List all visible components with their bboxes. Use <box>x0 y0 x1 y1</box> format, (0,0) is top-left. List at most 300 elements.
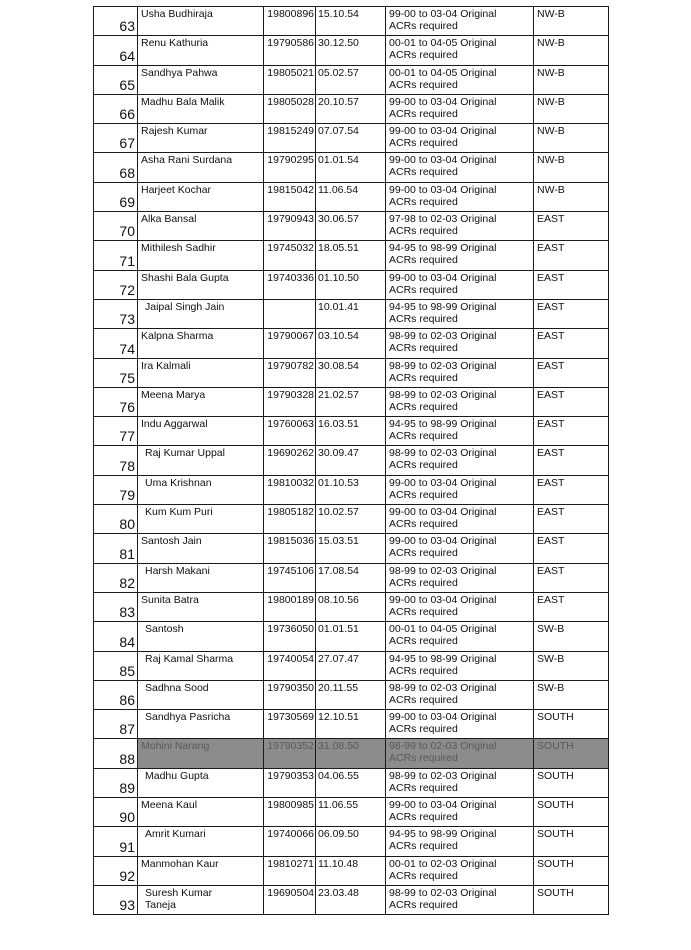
district: NW-B <box>537 154 565 167</box>
serial-number: 75 <box>119 369 135 386</box>
serial-number: 84 <box>119 633 135 650</box>
district: EAST <box>537 213 565 226</box>
employee-name-cell <box>138 124 264 153</box>
employee-id: 19815042 <box>267 183 314 196</box>
employee-name-cell <box>138 622 264 651</box>
serial-number: 77 <box>119 428 135 445</box>
date-of-birth: 01.01.54 <box>318 154 359 167</box>
employee-id: 19745106 <box>267 564 314 577</box>
date-of-birth-cell <box>316 212 386 241</box>
employee-id-cell <box>264 241 316 270</box>
acr-period: 98-99 to 02-03 Original <box>389 447 497 460</box>
employee-id-cell <box>264 65 316 94</box>
acr-period-cell <box>386 241 534 270</box>
table-row <box>94 739 609 768</box>
serial-number: 80 <box>119 516 135 533</box>
district: NW-B <box>537 125 565 138</box>
employee-id-cell <box>264 827 316 856</box>
table-row <box>94 153 609 182</box>
district: SOUTH <box>537 769 574 782</box>
acr-period: 99-00 to 03-04 Original <box>389 799 497 812</box>
employee-id: 19805028 <box>267 95 314 108</box>
acr-requirement: ACRs required <box>389 518 458 531</box>
serial-number-cell <box>94 827 138 856</box>
employee-id-cell <box>264 446 316 475</box>
acr-period-cell <box>386 475 534 504</box>
district-cell <box>534 212 609 241</box>
date-of-birth-cell <box>316 446 386 475</box>
date-of-birth-cell <box>316 768 386 797</box>
serial-number: 72 <box>119 281 135 298</box>
district-cell <box>534 827 609 856</box>
acr-period-cell <box>386 94 534 123</box>
employee-name-cell <box>138 798 264 827</box>
acr-period-cell <box>386 798 534 827</box>
date-of-birth-cell <box>316 651 386 680</box>
district-cell <box>534 622 609 651</box>
employee-name-cell <box>138 153 264 182</box>
serial-number-cell <box>94 65 138 94</box>
employee-name: Meena Marya <box>141 388 206 401</box>
district-cell <box>534 94 609 123</box>
date-of-birth: 30.09.47 <box>318 447 359 460</box>
district: SW-B <box>537 652 565 665</box>
date-of-birth: 31.08.50 <box>318 740 359 753</box>
serial-number-cell <box>94 710 138 739</box>
employee-name-cell <box>138 446 264 475</box>
acr-period: 99-00 to 03-04 Original <box>389 271 497 284</box>
acr-list-page <box>93 6 608 915</box>
acr-period-cell <box>386 885 534 914</box>
employee-name: Alka Bansal <box>141 213 197 226</box>
table-row <box>94 7 609 36</box>
employee-id-cell <box>264 270 316 299</box>
district: EAST <box>537 418 565 431</box>
employee-name-cell <box>138 856 264 885</box>
serial-number: 69 <box>119 194 135 211</box>
serial-number-cell <box>94 124 138 153</box>
acr-requirement: ACRs required <box>389 488 458 501</box>
serial-number-cell <box>94 622 138 651</box>
acr-requirement: ACRs required <box>389 49 458 62</box>
acr-period: 99-00 to 03-04 Original <box>389 183 497 196</box>
employee-name-cell <box>138 710 264 739</box>
acr-period-cell <box>386 739 534 768</box>
employee-name-cell <box>138 505 264 534</box>
employee-name-cell <box>138 739 264 768</box>
date-of-birth: 05.02.57 <box>318 66 359 79</box>
acr-period-cell <box>386 7 534 36</box>
serial-number: 73 <box>119 311 135 328</box>
employee-id-cell <box>264 7 316 36</box>
district-cell <box>534 856 609 885</box>
employee-id-cell <box>264 182 316 211</box>
district: SOUTH <box>537 711 574 724</box>
employee-id-cell <box>264 387 316 416</box>
date-of-birth-cell <box>316 622 386 651</box>
district: EAST <box>537 593 565 606</box>
employee-name-cell <box>138 680 264 709</box>
acr-period-cell <box>386 387 534 416</box>
acr-period-cell <box>386 446 534 475</box>
serial-number: 66 <box>119 106 135 123</box>
date-of-birth-cell <box>316 299 386 328</box>
acr-requirement: ACRs required <box>389 869 458 882</box>
acr-requirement: ACRs required <box>389 20 458 32</box>
employee-id: 19736050 <box>267 623 314 636</box>
acr-period: 99-00 to 03-04 Original <box>389 154 497 167</box>
district-cell <box>534 417 609 446</box>
district: EAST <box>537 447 565 460</box>
acr-period: 98-99 to 02-03 Original <box>389 359 497 372</box>
date-of-birth-cell <box>316 241 386 270</box>
employee-id-cell <box>264 36 316 65</box>
employee-name-cell <box>138 475 264 504</box>
employee-name: Uma Krishnan <box>145 476 212 489</box>
table-row <box>94 270 609 299</box>
serial-number: 86 <box>119 692 135 709</box>
date-of-birth-cell <box>316 475 386 504</box>
date-of-birth: 20.10.57 <box>318 95 359 108</box>
serial-number: 89 <box>119 780 135 797</box>
employee-name: Kum Kum Puri <box>145 506 213 519</box>
acr-table-body <box>94 7 609 915</box>
serial-number: 63 <box>119 18 135 35</box>
acr-period-cell <box>386 124 534 153</box>
date-of-birth-cell <box>316 358 386 387</box>
acr-requirement: ACRs required <box>389 664 458 677</box>
district: SW-B <box>537 623 565 636</box>
table-row <box>94 446 609 475</box>
date-of-birth: 03.10.54 <box>318 330 359 343</box>
employee-name: Sadhna Sood <box>145 681 209 694</box>
acr-requirement: ACRs required <box>389 781 458 794</box>
table-row <box>94 36 609 65</box>
district-cell <box>534 739 609 768</box>
acr-requirement: ACRs required <box>389 430 458 443</box>
district-cell <box>534 768 609 797</box>
employee-name: Amrit Kumari <box>145 828 206 841</box>
district-cell <box>534 710 609 739</box>
date-of-birth-cell <box>316 94 386 123</box>
acr-period-cell <box>386 299 534 328</box>
serial-number-cell <box>94 563 138 592</box>
employee-name: Mithilesh Sadhir <box>141 242 216 255</box>
acr-requirement: ACRs required <box>389 459 458 472</box>
acr-period-cell <box>386 212 534 241</box>
employee-id-cell <box>264 124 316 153</box>
acr-period: 94-95 to 98-99 Original <box>389 828 497 841</box>
date-of-birth-cell <box>316 563 386 592</box>
serial-number: 71 <box>119 252 135 269</box>
date-of-birth-cell <box>316 270 386 299</box>
employee-name: Indu Aggarwal <box>141 418 208 431</box>
district: SOUTH <box>537 828 574 841</box>
date-of-birth-cell <box>316 798 386 827</box>
employee-id-cell <box>264 329 316 358</box>
district-cell <box>534 534 609 563</box>
date-of-birth: 11.10.48 <box>318 857 359 870</box>
employee-name: Madhu Bala Malik <box>141 95 225 108</box>
serial-number: 65 <box>119 76 135 93</box>
date-of-birth-cell <box>316 124 386 153</box>
acr-table <box>93 6 609 915</box>
district: EAST <box>537 388 565 401</box>
table-row <box>94 387 609 416</box>
district-cell <box>534 651 609 680</box>
employee-name-cell <box>138 885 264 914</box>
acr-period-cell <box>386 505 534 534</box>
date-of-birth-cell <box>316 739 386 768</box>
table-row <box>94 768 609 797</box>
serial-number-cell <box>94 417 138 446</box>
date-of-birth-cell <box>316 592 386 621</box>
date-of-birth-cell <box>316 505 386 534</box>
table-row <box>94 241 609 270</box>
employee-id-cell <box>264 885 316 914</box>
employee-id-cell <box>264 856 316 885</box>
district: SOUTH <box>537 740 574 753</box>
employee-id: 19760063 <box>267 418 314 431</box>
district: EAST <box>537 330 565 343</box>
table-row <box>94 563 609 592</box>
employee-name-cell <box>138 212 264 241</box>
date-of-birth: 01.01.51 <box>318 623 359 636</box>
district-cell <box>534 885 609 914</box>
employee-id: 19690504 <box>267 886 314 899</box>
table-row <box>94 710 609 739</box>
serial-number-cell <box>94 739 138 768</box>
acr-period: 98-99 to 02-03 Original <box>389 740 497 753</box>
acr-requirement: ACRs required <box>389 840 458 853</box>
employee-name-cell <box>138 358 264 387</box>
table-row <box>94 798 609 827</box>
acr-period-cell <box>386 358 534 387</box>
acr-period-cell <box>386 622 534 651</box>
district-cell <box>534 680 609 709</box>
employee-id-cell <box>264 768 316 797</box>
acr-period-cell <box>386 65 534 94</box>
acr-period: 99-00 to 03-04 Original <box>389 476 497 489</box>
acr-requirement: ACRs required <box>389 635 458 648</box>
employee-id-cell <box>264 534 316 563</box>
serial-number: 83 <box>119 604 135 621</box>
date-of-birth: 15.10.54 <box>318 8 359 20</box>
employee-id: 19805021 <box>267 66 314 79</box>
employee-name-cell <box>138 651 264 680</box>
district-cell <box>534 7 609 36</box>
district-cell <box>534 329 609 358</box>
employee-name-cell <box>138 182 264 211</box>
employee-name: Ira Kalmali <box>141 359 191 372</box>
serial-number-cell <box>94 212 138 241</box>
date-of-birth-cell <box>316 885 386 914</box>
serial-number-cell <box>94 798 138 827</box>
employee-name-cell <box>138 329 264 358</box>
acr-period-cell <box>386 270 534 299</box>
district: NW-B <box>537 66 565 79</box>
employee-id: 19730569 <box>267 711 314 724</box>
employee-id-cell <box>264 94 316 123</box>
serial-number: 76 <box>119 399 135 416</box>
serial-number-cell <box>94 534 138 563</box>
employee-name: Sandhya Pasricha <box>145 711 231 724</box>
date-of-birth: 30.12.50 <box>318 37 359 50</box>
employee-id-cell <box>264 299 316 328</box>
employee-id-cell <box>264 212 316 241</box>
district-cell <box>534 182 609 211</box>
serial-number: 91 <box>119 838 135 855</box>
employee-name: Sunita Batra <box>141 593 199 606</box>
employee-name-cell <box>138 7 264 36</box>
employee-id-cell <box>264 680 316 709</box>
date-of-birth-cell <box>316 710 386 739</box>
employee-id-cell <box>264 798 316 827</box>
table-row <box>94 417 609 446</box>
table-row <box>94 182 609 211</box>
employee-name-cell <box>138 65 264 94</box>
district-cell <box>534 124 609 153</box>
district: SOUTH <box>537 857 574 870</box>
serial-number-cell <box>94 329 138 358</box>
district-cell <box>534 446 609 475</box>
table-row <box>94 475 609 504</box>
serial-number-cell <box>94 358 138 387</box>
table-row <box>94 329 609 358</box>
acr-period: 98-99 to 02-03 Original <box>389 564 497 577</box>
serial-number: 87 <box>119 721 135 738</box>
employee-id: 19810032 <box>267 476 314 489</box>
serial-number: 90 <box>119 809 135 826</box>
district-cell <box>534 299 609 328</box>
district-cell <box>534 592 609 621</box>
acr-period: 98-99 to 02-03 Original <box>389 769 497 782</box>
date-of-birth-cell <box>316 680 386 709</box>
employee-id: 19790943 <box>267 213 314 226</box>
acr-period: 99-00 to 03-04 Original <box>389 125 497 138</box>
employee-id: 19690262 <box>267 447 314 460</box>
employee-id: 19815249 <box>267 125 314 138</box>
acr-period: 99-00 to 03-04 Original <box>389 506 497 519</box>
employee-name: Renu Kathuria <box>141 37 209 50</box>
employee-id-cell <box>264 505 316 534</box>
employee-name-cell <box>138 768 264 797</box>
date-of-birth: 07.07.54 <box>318 125 359 138</box>
employee-name: Santosh Jain <box>141 535 202 548</box>
acr-period-cell <box>386 680 534 709</box>
acr-period-cell <box>386 856 534 885</box>
employee-name: Asha Rani Surdana <box>141 154 233 167</box>
acr-requirement: ACRs required <box>389 254 458 267</box>
table-row <box>94 94 609 123</box>
employee-name-cell <box>138 241 264 270</box>
district: EAST <box>537 535 565 548</box>
acr-period-cell <box>386 182 534 211</box>
employee-id: 19790352 <box>267 740 314 753</box>
employee-name: Harjeet Kochar <box>141 183 212 196</box>
table-row <box>94 212 609 241</box>
employee-id: 19790295 <box>267 154 314 167</box>
table-row <box>94 827 609 856</box>
serial-number: 68 <box>119 164 135 181</box>
table-row <box>94 299 609 328</box>
serial-number: 85 <box>119 662 135 679</box>
employee-name: Usha Budhiraja <box>141 8 213 20</box>
date-of-birth: 10.02.57 <box>318 506 359 519</box>
district: EAST <box>537 564 565 577</box>
date-of-birth: 01.10.53 <box>318 476 359 489</box>
serial-number-cell <box>94 7 138 36</box>
table-row <box>94 534 609 563</box>
serial-number-cell <box>94 270 138 299</box>
district-cell <box>534 241 609 270</box>
date-of-birth: 06.09.50 <box>318 828 359 841</box>
employee-name: Madhu Gupta <box>145 769 209 782</box>
acr-period: 94-95 to 98-99 Original <box>389 418 497 431</box>
acr-requirement: ACRs required <box>389 283 458 296</box>
district: NW-B <box>537 8 565 20</box>
serial-number-cell <box>94 475 138 504</box>
date-of-birth: 12.10.51 <box>318 711 359 724</box>
date-of-birth: 08.10.56 <box>318 593 359 606</box>
district: SOUTH <box>537 886 574 899</box>
acr-period-cell <box>386 36 534 65</box>
employee-name-cell <box>138 36 264 65</box>
employee-id: 19790586 <box>267 37 314 50</box>
employee-id-cell <box>264 475 316 504</box>
employee-id: 19790328 <box>267 388 314 401</box>
acr-period: 99-00 to 03-04 Original <box>389 8 497 20</box>
employee-id: 19740054 <box>267 652 314 665</box>
district: SOUTH <box>537 799 574 812</box>
employee-name: Kalpna Sharma <box>141 330 214 343</box>
serial-number-cell <box>94 505 138 534</box>
district: EAST <box>537 271 565 284</box>
date-of-birth-cell <box>316 534 386 563</box>
employee-id: 19740336 <box>267 271 314 284</box>
acr-period: 98-99 to 02-03 Original <box>389 388 497 401</box>
acr-period-cell <box>386 710 534 739</box>
employee-id: 19745032 <box>267 242 314 255</box>
district-cell <box>534 153 609 182</box>
acr-requirement: ACRs required <box>389 195 458 208</box>
acr-requirement: ACRs required <box>389 723 458 736</box>
district: SW-B <box>537 681 565 694</box>
employee-name: Jaipal Singh Jain <box>145 300 225 313</box>
district: EAST <box>537 506 565 519</box>
acr-period-cell <box>386 329 534 358</box>
district-cell <box>534 36 609 65</box>
employee-id-cell <box>264 710 316 739</box>
employee-name: Raj Kamal Sharma <box>145 652 234 665</box>
employee-name-cell <box>138 387 264 416</box>
date-of-birth: 04.06.55 <box>318 769 359 782</box>
employee-name-cell <box>138 94 264 123</box>
employee-name-line-2: Taneja <box>145 898 176 911</box>
employee-id: 19815036 <box>267 535 314 548</box>
acr-requirement: ACRs required <box>389 342 458 355</box>
acr-requirement: ACRs required <box>389 752 458 765</box>
acr-period: 94-95 to 98-99 Original <box>389 242 497 255</box>
date-of-birth: 01.10.50 <box>318 271 359 284</box>
acr-period: 98-99 to 02-03 Original <box>389 681 497 694</box>
date-of-birth-cell <box>316 417 386 446</box>
acr-requirement: ACRs required <box>389 576 458 589</box>
table-row <box>94 622 609 651</box>
district: NW-B <box>537 183 565 196</box>
serial-number-cell <box>94 241 138 270</box>
acr-period-cell <box>386 827 534 856</box>
